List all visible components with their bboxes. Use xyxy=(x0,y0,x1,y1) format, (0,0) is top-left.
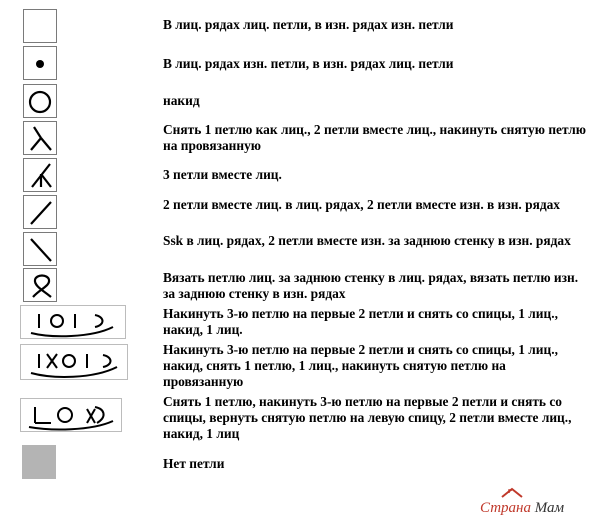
empty-square-symbol xyxy=(23,9,57,43)
slip-3rd-over-2-icon xyxy=(21,399,123,433)
legend-text-9: Накинуть 3-ю петлю на первые 2 петли и снять со спицы, 1 лиц., накид, 1 лиц. xyxy=(163,306,558,337)
legend-text-3: накид xyxy=(163,93,200,108)
watermark-text: Страна Мам xyxy=(480,500,565,516)
legend-text-4: Снять 1 петлю как лиц., 2 петли вместе лиц., накинуть снятую петлю на провязанную xyxy=(163,122,586,153)
k3tog-icon xyxy=(24,159,58,193)
twisted-stitch-symbol xyxy=(23,268,57,302)
legend-text-7: Ssk в лиц. рядах, 2 петли вместе изн. за заднюю стенку в изн. рядах xyxy=(163,233,571,248)
legend-text-6: 2 петли вместе лиц. в лиц. рядах, 2 петли вместе изн. в изн. рядах xyxy=(163,197,560,212)
k3tog-symbol xyxy=(23,158,57,192)
dot-symbol xyxy=(23,46,57,80)
3rd-over-2-slip-icon xyxy=(21,345,129,381)
slip-3rd-over-2-symbol xyxy=(20,398,122,432)
legend-text-8: Вязать петлю лиц. за заднюю стенку в лиц. рядах, вязать петлю изн. за заднюю стенку в изн. рядах xyxy=(163,270,579,301)
3rd-over-2-symbol xyxy=(20,305,126,339)
k2tog-symbol xyxy=(23,195,57,229)
k2tog-slash-icon xyxy=(24,196,58,230)
legend-text-5: 3 петли вместе лиц. xyxy=(163,167,282,182)
slip-k2tog-psso-icon xyxy=(24,122,58,156)
legend-text-11: Снять 1 петлю, накинуть 3-ю петлю на первые 2 петли и снять со спицы, вернуть снятую петлю на левую спицу, 2 петли вместе лиц., накид, 1 лиц xyxy=(163,394,572,441)
slip-1-k2tog-psso-symbol xyxy=(23,121,57,155)
legend-text-1: В лиц. рядах лиц. петли, в изн. рядах изн. петли xyxy=(163,17,454,32)
yarn-over-circle-icon xyxy=(24,85,58,119)
twisted-stitch-loop-icon xyxy=(24,269,58,303)
3rd-over-2-slip-symbol xyxy=(20,344,128,380)
3rd-over-2-icon xyxy=(21,306,127,340)
watermark-logo xyxy=(480,500,564,517)
ssk-backslash-icon xyxy=(24,233,58,267)
ssk-symbol xyxy=(23,232,57,266)
circle-symbol xyxy=(23,84,57,118)
legend-text-10: Накинуть 3-ю петлю на первые 2 петли и снять со спицы, 1 лиц., накид, снять 1 петлю, 1 лиц., накинуть снятую петлю на провязанную xyxy=(163,342,558,389)
legend-text-2: В лиц. рядах изн. петли, в изн. рядах лиц. петли xyxy=(163,56,454,71)
dot-icon xyxy=(24,47,58,81)
legend-text-12: Нет петли xyxy=(163,456,225,471)
no-stitch-symbol xyxy=(22,445,56,479)
